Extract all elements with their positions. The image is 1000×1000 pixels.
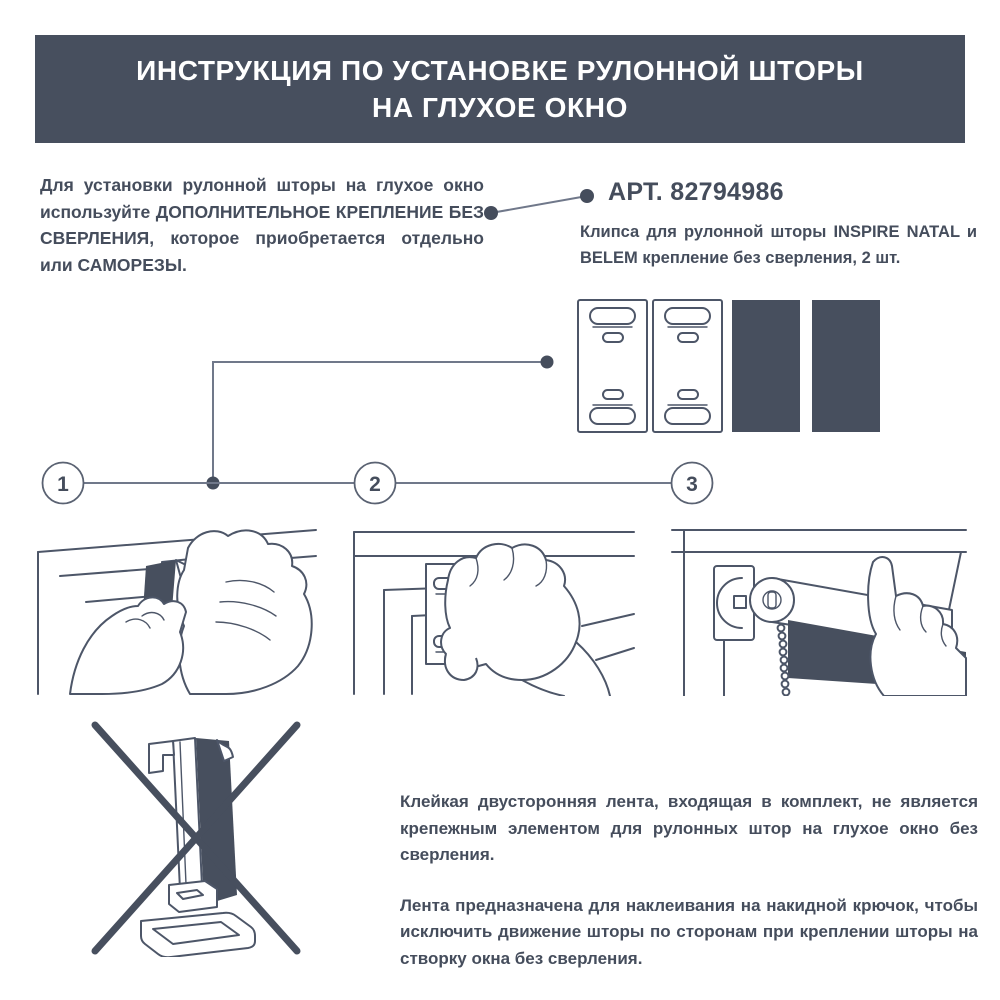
notes-block <box>400 789 978 972</box>
step-number-3: 3 <box>686 473 698 496</box>
roller-end-cap-icon <box>750 578 794 622</box>
tape-strip-icon <box>732 300 800 432</box>
hook-with-tape-icon <box>141 738 255 957</box>
article-number: АРТ. 82794986 <box>608 178 784 206</box>
clip-icon <box>653 300 722 432</box>
step2-illustration <box>348 518 640 696</box>
step-badge-2 <box>355 463 396 504</box>
step1-illustration <box>30 518 322 696</box>
callout-dot-icon <box>580 189 594 203</box>
step-badge-3 <box>672 463 713 504</box>
note-tape-not-fastener: Клейкая двусторонняя лента, входящая в комплект, не является крепежным элементом для рулонных штор на глухое окно без сверления. <box>400 792 978 864</box>
page-title-line2: НА ГЛУХОЕ ОКНО <box>372 92 628 123</box>
tape-strip-icon <box>812 300 880 432</box>
left-hand-icon <box>70 597 186 694</box>
page-title-line1: ИНСТРУКЦИЯ ПО УСТАНОВКЕ РУЛОННОЙ ШТОРЫ <box>136 55 864 86</box>
callout-dot-icon <box>484 206 498 220</box>
parts-illustration <box>560 295 890 440</box>
callout-line <box>491 196 587 213</box>
bead-chain-icon <box>778 625 790 696</box>
right-hand-icon <box>177 530 311 694</box>
hand-icon <box>868 557 966 696</box>
note-tape-purpose: Лента предназначена для наклеивания на накидной крючок, чтобы исключить движение шторы по сторонам при креплении шторы на створку окна без сверления. <box>400 895 978 968</box>
connector-dot-icon <box>541 356 554 369</box>
hand-icon <box>441 544 610 696</box>
step-number-2: 2 <box>369 473 381 496</box>
intro-paragraph: Для установки рулонной шторы на глухое окно используйте ДОПОЛНИТЕЛЬНОЕ КРЕПЛЕНИЕ БЕЗ СВЕРЛЕНИЯ, которое приобретается отдельно или САМОРЕЗЫ. <box>40 175 484 275</box>
step-badge-1 <box>43 463 84 504</box>
step3-illustration <box>668 518 970 696</box>
product-description: Клипса для рулонной шторы INSPIRE NATAL и BELEM крепление без сверления, 2 шт. <box>580 223 977 267</box>
step-number-1: 1 <box>57 473 69 496</box>
prohibited-illustration <box>85 715 305 957</box>
bracket-icon <box>714 566 754 640</box>
clip-icon <box>578 300 647 432</box>
